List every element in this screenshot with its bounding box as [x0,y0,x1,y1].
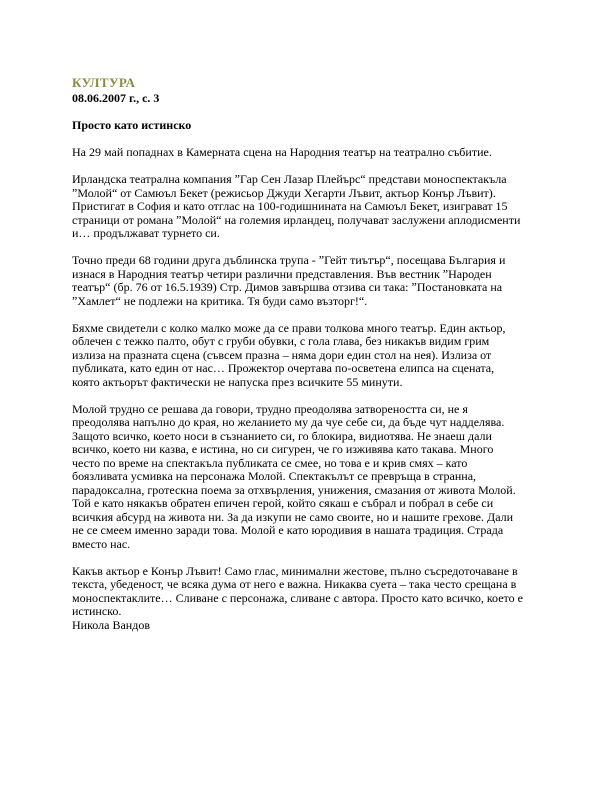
paragraph-line: ˮХамлет“ не подлежи на критика. Тя буди само възторг!“. [72,293,368,308]
paragraph-line: ˮМолой“ от Самюъл Бекет (режисьор Джуди Хегарти Лъвит, актьор Конър Лъвит). [72,185,496,200]
paragraph-line: На 29 май попаднах в Камерната сцена на Народния театър на театрално събитие. [72,145,492,159]
paragraph-line: моноспектаклите… Сливане с персонажа, сливане с автора. Просто като всичко, което е [72,590,523,605]
paragraph-line: вместо нас. [72,536,131,551]
date-page-line: 08.06.2007 г., с. 3 [72,91,160,105]
paragraph-line: парадоксална, гротескна поема за отхвърления, унижения, смазания от живота Молой. [72,482,516,497]
author-name: Никола Вандов [72,617,150,632]
paragraph-line: публиката, като един от нас… Прожектор очертава по-осветена елипса на сцената, [72,361,495,375]
paragraph-line: Точно преди 68 години друга дъблинска трупа - ˮГейт тиътър“, посещава България и [72,253,506,267]
paragraph-line: облечен с тежко палто, обут с груби обувки, с гола глава, без никакъв видим грим [72,334,490,348]
paragraph-line: страници от романа ˮМолой“ на големия ирландец, получават заслужени аплодисменти [72,212,521,227]
paragraph-line: Молой трудно се решава да говори, трудно преодолява затвореността си, не я [72,401,468,416]
paragraph-line: която актьорът фактически не напуска през всичките 55 минути. [72,374,403,389]
paragraph-line: Той е като някакъв обратен епичен герой, който сякаш е събрал и побрал в себе си [72,496,494,510]
article-paragraph [72,146,572,160]
paragraph-line: Бяхме свидетели с колко малко може да се прави толкова много театър. Един актьор, [72,320,506,335]
paragraph-line: текста, убеденост, че всяка дума от него е важна. Никаква суета – така често срещана в [72,577,517,591]
paragraph-line: Ирландска театрална компания ˮГар Сен Лазар Плейърс“ представи моноспектакъла [72,172,507,186]
paragraph-line: не се смеем именно заради това. Молой е като юродивия в нашата традиция. Страда [72,523,504,537]
paragraph-line: често по време на спектакъла публиката се смее, но това е и крив смях – като [72,455,468,470]
article-paragraph [72,565,572,633]
paragraph-line: Пристигат в София и като отглас на 100-годишнината на Самюъл Бекет, изиграват 15 [72,199,508,213]
paragraph-line: излиза на празната сцена (съвсем празна – няма дори един стол на нея). Излиза от [72,347,492,362]
paragraph-line: Какъв актьор е Конър Лъвит! Само глас, минимални жестове, пълно съсредоточаване в [72,563,518,578]
article-paragraph [72,254,572,308]
article-title: Просто като истинско [72,118,192,132]
paragraph-line: театър“ (бр. 76 от 16.5.1939) Стр. Димов завършва отзива си така: ˮПостановката на [72,280,503,294]
paragraph-line: преодолява напълно до края, но желанието му да чуе себе си, да бъде чут надделява. [72,415,505,429]
article-paragraph [72,173,572,241]
paragraph-line: истинско. [72,604,122,618]
paragraph-line: всичкия абсурд на живота ни. За да изкупи не само своите, но и нашите грехове. Дали [72,509,514,524]
paragraph-line: изнася в Народния театър четири различни представления. Във вестник ˮНароден [72,266,492,281]
paragraph-line: и… продължават турнето си. [72,226,220,240]
paragraph-line: Защото всичко, което носи в съзнанието си, го блокира, видиотява. Не знаеш дали [72,428,492,443]
document-page [72,74,572,646]
section-label: КУЛТУРА [72,75,136,90]
paragraph-line: всичко, което ни казва, е истина, но си сигурен, че го изживява като такава. Много [72,442,494,456]
article-paragraph [72,403,572,552]
article-paragraph [72,322,572,390]
paragraph-line: боязливата усмивка на персонажа Молой. Спектакълът се превръща в странна, [72,469,477,483]
